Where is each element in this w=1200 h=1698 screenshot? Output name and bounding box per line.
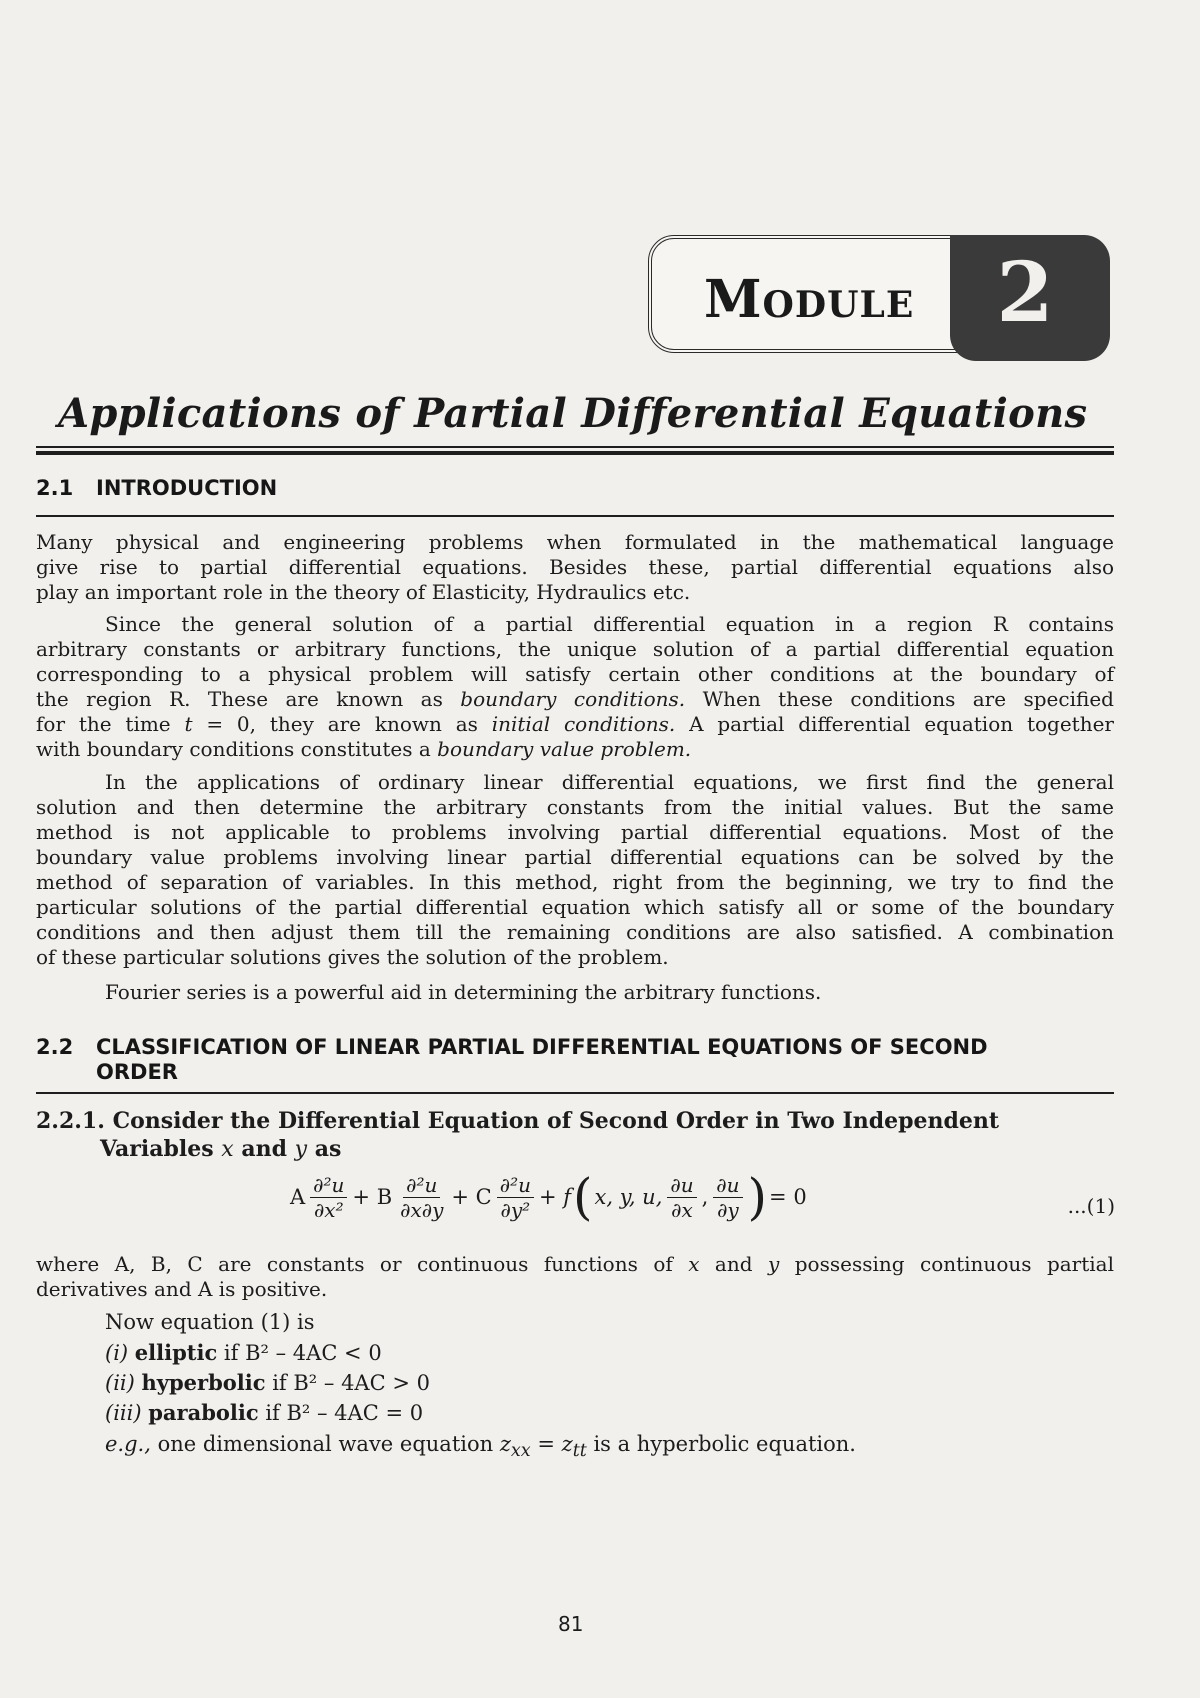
numerator: ∂²u xyxy=(310,1173,347,1198)
paragraph-line: conditions and then adjust them till the remaining conditions are also satisfied. A combination xyxy=(36,920,1114,944)
text-run: with boundary conditions constitutes a xyxy=(36,737,438,761)
paragraph-line xyxy=(36,712,1114,736)
condition-kind: elliptic xyxy=(134,1340,218,1365)
fraction-uxy xyxy=(397,1173,446,1222)
fraction-uyy xyxy=(497,1173,534,1222)
section-number: 2.1 xyxy=(36,476,74,500)
paragraph-line: method of separation of variables. In this method, right from the beginning, we try to find the xyxy=(36,870,1114,894)
equation-tag: ...(1) xyxy=(1067,1194,1115,1218)
variable-x: x xyxy=(221,1137,234,1162)
page-number: 81 xyxy=(558,1612,584,1636)
condition-parabolic xyxy=(105,1400,423,1425)
coef-c: + C xyxy=(451,1185,492,1209)
variable-y: y xyxy=(294,1137,308,1162)
text-run: the region R. These are known as xyxy=(36,687,461,711)
term-initial-conditions: initial conditions. xyxy=(491,712,676,736)
section-title: INTRODUCTION xyxy=(96,476,278,500)
denominator: ∂y² xyxy=(500,1197,531,1222)
condition-hyperbolic xyxy=(105,1370,430,1395)
text-run: one dimensional wave equation xyxy=(150,1432,500,1456)
text-run: for the time xyxy=(36,712,185,736)
denominator: ∂x² xyxy=(313,1197,344,1222)
equation-1 xyxy=(290,1168,1120,1242)
paragraph-line: play an important role in the theory of Elasticity, Hydraulics etc. xyxy=(36,580,691,604)
paragraph-line xyxy=(36,687,1114,711)
section-rule xyxy=(36,515,1114,517)
left-paren: ( xyxy=(573,1168,593,1226)
paragraph-line xyxy=(36,737,1114,761)
numerator: ∂u xyxy=(667,1173,696,1198)
paragraph-line xyxy=(36,1252,1114,1276)
paragraph-line: Since the general solution of a partial differential equation in a region R contains xyxy=(105,612,1114,636)
example-prefix: e.g., xyxy=(105,1432,151,1456)
term-boundary-value-problem: boundary value problem. xyxy=(437,737,692,761)
numerator: ∂u xyxy=(713,1173,742,1198)
text-run: and xyxy=(699,1252,768,1276)
variable-x: x xyxy=(688,1252,700,1276)
section-heading-classification xyxy=(36,1035,1114,1059)
fraction-uy xyxy=(713,1173,742,1222)
list-label: (ii) xyxy=(105,1371,135,1395)
fraction-uxx xyxy=(310,1173,347,1222)
list-label: (i) xyxy=(105,1341,129,1365)
module-number-box xyxy=(950,235,1110,361)
paragraph-line: of these particular solutions gives the solution of the problem. xyxy=(36,945,669,969)
now-line: Now equation (1) is xyxy=(105,1310,315,1334)
numerator: ∂²u xyxy=(497,1173,534,1198)
paragraph-line: arbitrary constants or arbitrary functions, the unique solution of a partial differential equation xyxy=(36,637,1114,661)
text-run: and xyxy=(233,1136,295,1162)
module-badge xyxy=(648,235,1108,361)
coef-b: + B xyxy=(352,1185,393,1209)
equals: = xyxy=(530,1432,562,1456)
title-rule-thin xyxy=(36,446,1114,448)
paragraph-line: Many physical and engineering problems when formulated in the mathematical language xyxy=(36,530,1114,554)
numerator: ∂²u xyxy=(403,1173,440,1198)
paragraph-line: In the applications of ordinary linear differential equations, we first find the general xyxy=(105,770,1114,794)
list-label: (iii) xyxy=(105,1401,142,1425)
condition-text: if B² – 4AC = 0 xyxy=(258,1401,424,1425)
paragraph-line: particular solutions of the partial differential equation which satisfy all or some of the boundary xyxy=(36,895,1114,919)
paragraph-line: boundary value problems involving linear partial differential equations can be solved by the xyxy=(36,845,1114,869)
text-run: = 0, they are known as xyxy=(192,712,492,736)
paragraph-line: solution and then determine the arbitrary constants from the initial values. But the same xyxy=(36,795,1114,819)
module-number: 2 xyxy=(996,245,1054,341)
condition-text: if B² – 4AC < 0 xyxy=(217,1341,382,1365)
paragraph-line: corresponding to a physical problem will satisfy certain other conditions at the boundary of xyxy=(36,662,1114,686)
subsection-number: 2.2.1. xyxy=(36,1108,105,1134)
denominator: ∂x xyxy=(671,1197,693,1222)
comma: , xyxy=(701,1185,709,1209)
right-paren: ) xyxy=(747,1168,768,1226)
text-run: is a hyperbolic equation. xyxy=(586,1432,856,1456)
subscript-xx: xx xyxy=(510,1441,531,1462)
fraction-ux xyxy=(667,1173,696,1222)
section-heading-introduction xyxy=(36,476,277,500)
coef-a: A xyxy=(290,1185,306,1209)
condition-text: if B² – 4AC > 0 xyxy=(265,1371,430,1395)
variable-z: z xyxy=(561,1432,573,1456)
denominator: ∂x∂y xyxy=(400,1197,444,1222)
module-label: Module xyxy=(704,269,915,330)
function-args: x, y, u, xyxy=(594,1185,663,1209)
equals-zero: = 0 xyxy=(769,1185,807,1209)
section-rule xyxy=(36,1092,1114,1094)
condition-kind: hyperbolic xyxy=(141,1370,266,1395)
subsection-title: Consider the Differential Equation of Second Order in Two Independent xyxy=(112,1108,1000,1134)
paragraph-line: give rise to partial differential equations. Besides these, partial differential equations also xyxy=(36,555,1114,579)
term-boundary-conditions: boundary conditions. xyxy=(460,687,686,711)
variable-y: y xyxy=(767,1252,780,1276)
subsection-heading-continued xyxy=(100,1136,341,1162)
text-run: When these conditions are specified xyxy=(685,687,1114,711)
text-run: A partial differential equation together xyxy=(675,712,1114,736)
condition-kind: parabolic xyxy=(148,1400,259,1425)
text-run: as xyxy=(307,1136,342,1162)
function-f: + f xyxy=(538,1185,572,1209)
paragraph-line: Fourier series is a powerful aid in determining the arbitrary functions. xyxy=(105,980,822,1004)
section-title: CLASSIFICATION OF LINEAR PARTIAL DIFFERENTIAL EQUATIONS OF SECOND xyxy=(96,1035,988,1059)
section-number: 2.2 xyxy=(36,1035,74,1059)
text-run: where A, B, C are constants or continuous functions of xyxy=(36,1252,689,1276)
text-run: Variables xyxy=(100,1136,222,1162)
paragraph-line: derivatives and A is positive. xyxy=(36,1277,328,1301)
subscript-tt: tt xyxy=(572,1441,587,1462)
subsection-heading xyxy=(36,1108,999,1134)
chapter-title: Applications of Partial Differential Equations xyxy=(58,390,1088,437)
text-run: possessing continuous partial xyxy=(779,1252,1114,1276)
paragraph-line: method is not applicable to problems involving partial differential equations. Most of the xyxy=(36,820,1114,844)
condition-elliptic xyxy=(105,1340,382,1365)
section-title-continued: ORDER xyxy=(96,1060,178,1084)
variable-z: z xyxy=(499,1432,511,1456)
example-line xyxy=(105,1432,856,1461)
title-rule-thick xyxy=(36,451,1114,455)
denominator: ∂y xyxy=(717,1197,739,1222)
equation-row xyxy=(290,1168,1120,1226)
variable-t: t xyxy=(184,712,193,736)
